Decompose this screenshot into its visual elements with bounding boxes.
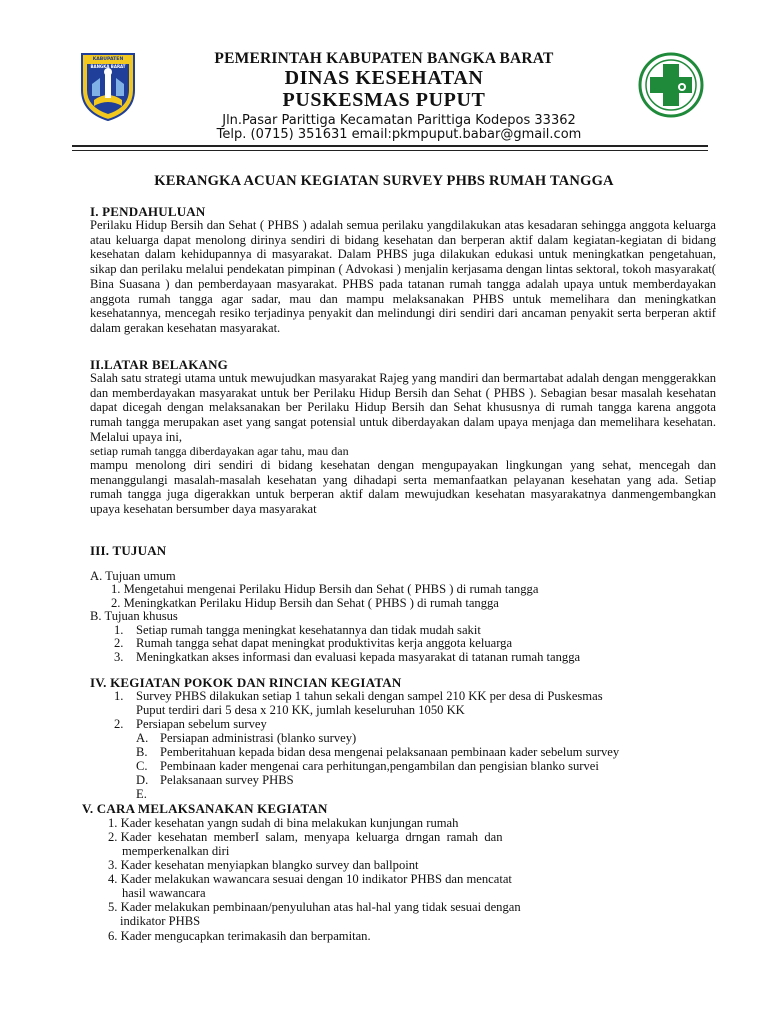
letterhead-contact: Telp. (0715) 351631 email:pkmpuput.babar@gmail.com [216,127,582,142]
section-heading-kegiatan-pokok: IV. KEGIATAN POKOK DAN RINCIAN KEGIATAN [90,675,402,690]
letterhead-puskesmas: PUSKESMAS PUPUT [282,89,486,111]
list-item-number: 1. [114,689,124,703]
list-item-number: 1. [114,623,124,637]
letterhead-government: PEMERINTAH KABUPATEN BANGKA BARAT [214,50,554,67]
list-item: 3. Kader kesehatan menyiapkan blangko survey dan ballpoint [108,858,419,872]
list-item-number: 2. [114,717,124,731]
sub-item: Pelaksanaan survey PHBS [160,773,294,787]
list-item-continuation: indikator PHBS [120,914,201,928]
sub-item-letter: B. [136,745,148,759]
list-item-continuation: hasil wawancara [122,886,206,900]
letterhead-department: DINAS KESEHATAN [284,67,484,89]
list-item-number: 2. [114,636,124,650]
list-item: 1. Mengetahui mengenai Perilaku Hidup Bersih dan Sehat ( PHBS ) di rumah tangga [111,582,539,596]
list-item-continuation: Puput terdiri dari 5 desa x 210 KK, jumlah keseluruhan 1050 KK [136,703,465,717]
list-item: Setiap rumah tangga meningkat kesehatannya dan tidak mudah sakit [136,623,481,637]
section-heading-cara-melaksanakan: V. CARA MELAKSANAKAN KEGIATAN [82,801,328,816]
sub-item: Persiapan administrasi (blanko survey) [160,731,357,745]
section-heading-tujuan: III. TUJUAN [90,543,167,558]
sub-item-letter: C. [136,759,148,773]
list-item: 2. Meningkatkan Perilaku Hidup Bersih dan Sehat ( PHBS ) di rumah tangga [111,596,499,610]
section-heading-pendahuluan: I. PENDAHULUAN [90,204,206,219]
list-item: 4. Kader melakukan wawancara sesuai dengan 10 indikator PHBS dan mencatat [108,872,512,886]
section-heading-latar-belakang: II.LATAR BELAKANG [90,357,228,372]
list-item-continuation: memperkenalkan diri [122,844,230,858]
paragraph-pendahuluan: Perilaku Hidup Bersih dan Sehat ( PHBS ) adalah semua perilaku yangdilakukan atas kesadaran sehingga anggota keluarga atau keluarga dapat menolong dirinya sendiri di bidang kesehatan dan berperan aktif dalam kegiatan-kegiatan di bidang kesehatan dalam kehidupannya di masyarakat. Dalam PHBS juga dilakukan edukasi untuk meningkatkan pengetahuan, sikap dan perilaku melalui pendekatan pimpinan ( Advokasi ) menjalin kerjasama dengan lintas sektoral, tokoh masyarakat( Bina Suasana ) dan pemberdayaan masyarakat. PHBS pada tatanan rumah tangga adalah upaya untuk memberdayakan anggota rumah tangga agar sadar, mau dan mampu melaksanakan PHBS untuk memelihara dan meningkatkan kesehatannya, mencegah resiko terjadinya penyakit dan melindungi diri sendiri dari ancaman penyakit serta berperan aktif dalam gerakan kesehatan masyarakat. [90,218,716,335]
sub-item: Pemberitahuan kepada bidan desa mengenai pelaksanaan pembinaan kader sebelum survey [160,745,620,759]
paragraph-latar-belakang-2: mampu menolong diri sendiri di bidang kesehatan dengan mengupayakan lingkungan yang sehat, mencegah dan menanggulangi masalah-masalah kesehatan yang dihadapi serta memanfaatkan pelayanan kesehatan yang ada. Setiap rumah tangga juga digerakkan untuk berperan aktif dalam mewujudkan kesehatan masyarakatnya danmengembangkan upaya kesehatan bersumber daya masyarakat [90,458,716,517]
list-item-number: 3. [114,650,124,664]
sub-item-letter: A. [136,731,149,745]
list-item: 6. Kader mengucapkan terimakasih dan berpamitan. [108,929,371,943]
logo-text-bottom: BANGKA BARAT [90,64,126,69]
sub-item-letter: D. [136,773,149,787]
list-item: Persiapan sebelum survey [136,717,267,731]
document-title: KERANGKA ACUAN KEGIATAN SURVEY PHBS RUMAH TANGGA [154,173,614,189]
letterhead-address: Jln.Pasar Parittiga Kecamatan Parittiga Kodepos 33362 [222,113,576,128]
letterhead-rule-thick [72,145,708,147]
paragraph-latar-belakang-short-line: setiap rumah tangga diberdayakan agar tahu, mau dan [90,444,349,458]
sub-item-letter: E. [136,787,147,801]
logo-text-top: KABUPATEN [92,57,124,62]
list-item: Survey PHBS dilakukan setiap 1 tahun sekali dengan sampel 210 KK per desa di Puskesmas [136,689,603,703]
list-item: Meningkatkan akses informasi dan evaluasi kepada masyarakat di tatanan rumah tangga [136,650,581,664]
sub-item: Pembinaan kader mengenai cara perhitungan,pengambilan dan pengisian blanko survei [160,759,599,773]
list-item: 2. Kader kesehatan memberI salam, menyapa keluarga drngan ramah dan [108,830,503,844]
list-item: Rumah tangga sehat dapat meningkat produktivitas kerja anggota keluarga [136,636,513,650]
letterhead-rule-thin [72,150,708,151]
list-item: 1. Kader kesehatan yangn sudah di bina melakukan kunjungan rumah [108,816,459,830]
tujuan-khusus-label: B. Tujuan khusus [90,609,178,623]
paragraph-latar-belakang-1: Salah satu strategi utama untuk mewujudkan masyarakat Rajeg yang mandiri dan bermartabat adalah dengan menggerakkan dan memberdayakan masyarakat untuk ber Perilaku Hidup Bersih dan Sehat ( PHBS ). Sebagian besar masalah kesehatan dapat dicegah dengan melaksanakan ber Perilaku Hidup Bersih dan Sehat khususnya di rumah tangga karena anggota rumah tangga merupakan aset yang sangat potensial untuk diberdayakan dalam upaya menjaga dan memelihara kesehatan. Melalui upaya ini, [90,371,716,444]
tujuan-umum-label: A. Tujuan umum [90,569,176,583]
list-item: 5. Kader melakukan pembinaan/penyuluhan atas hal-hal yang tidak sesuai dengan [108,900,521,914]
